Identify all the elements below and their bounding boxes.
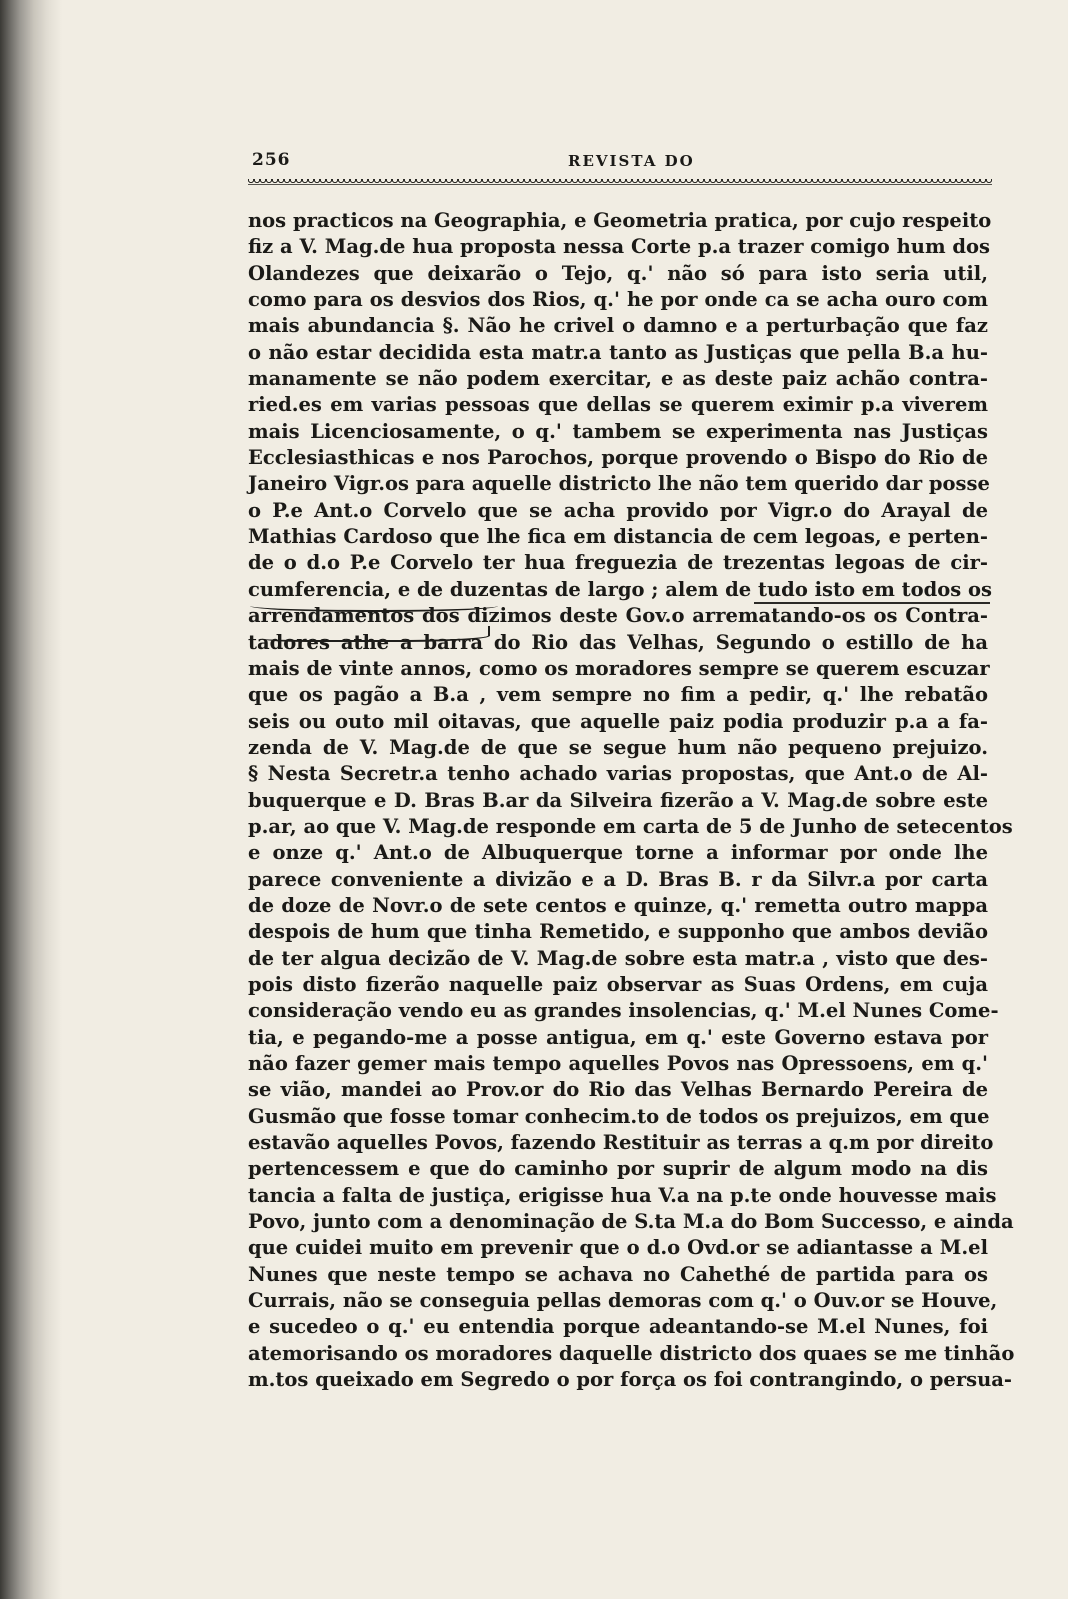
text-line: e onze q.' Ant.o de Albuquerque torne a informar por onde lhe xyxy=(248,841,988,865)
body-text xyxy=(248,208,1015,1393)
text-line: Ecclesiasthicas e nos Parochos, porque provendo o Bispo do Rio de xyxy=(248,446,988,470)
text-line: o não estar decidida esta matr.a tanto as Justiças que pella B.a hu- xyxy=(248,340,988,364)
text-line: m.tos queixado em Segredo o por força os foi contrangindo, o persua- xyxy=(248,1368,1012,1392)
text-line: Olandezes que deixarão o Tejo, q.' não só para isto seria util, xyxy=(248,261,988,285)
text-line: Povo, junto com a denominação de S.ta M.a do Bom Successo, e ainda xyxy=(248,1210,1014,1234)
text-line: fiz a V. Mag.de hua proposta nessa Corte p.a trazer comigo hum dos xyxy=(248,235,990,259)
text-line: como para os desvios dos Rios, q.' he por onde ca se acha ouro com xyxy=(248,288,988,312)
page-number: 256 xyxy=(252,150,291,170)
text-line: estavão aquelles Povos, fazendo Restituir as terras a q.m por direito xyxy=(248,1131,994,1155)
text-line: mais abundancia §. Não he crivel o damno e a perturbação que faz xyxy=(248,314,988,338)
text-line: buquerque e D. Bras B.ar da Silveira fizerão a V. Mag.de sobre este xyxy=(248,788,988,812)
text-line: não fazer gemer mais tempo aquelles Povos nas Opressoens, em q.' xyxy=(248,1052,988,1075)
text-line: Nunes que neste tempo se achava no Cahethé de partida para os xyxy=(248,1262,988,1286)
header-rule xyxy=(248,179,992,185)
text-line: Gusmão que fosse tomar conhecim.to de todos os prejuizos, em que xyxy=(248,1104,990,1128)
text-line: mais Licenciosamente, o q.' tambem se experimenta nas Justiças xyxy=(248,419,988,443)
text-line: seis ou outo mil oitavas, que aquelle paiz podia produzir p.a a fa- xyxy=(248,709,988,733)
text-line: p.ar, ao que V. Mag.de responde em carta de 5 de Junho de setecentos xyxy=(248,814,1013,838)
text-line: que cuidei muito em prevenir que o d.o Ovd.or se adiantasse a M.el xyxy=(248,1236,988,1260)
text-line: consideração vendo eu as grandes insolencias, q.' M.el Nunes Come- xyxy=(248,999,999,1023)
text-line: que os pagão a B.a , vem sempre no fim a pedir, q.' lhe rebatão xyxy=(248,683,988,707)
book-binding-gutter xyxy=(0,0,62,1599)
text-line: despois de hum que tinha Remetido, e supponho que ambos devião xyxy=(248,920,988,944)
page-header xyxy=(248,128,1010,168)
handwritten-bracket-mark xyxy=(262,626,490,642)
text-line: se vião, mandei ao Prov.or do Rio das Velhas Bernardo Pereira de xyxy=(248,1078,988,1102)
text-line: zenda de V. Mag.de de que se segue hum não pequeno prejuizo. xyxy=(248,735,988,759)
text-line: e sucedeo o q.' eu entendia porque adeantando-se M.el Nunes, foi xyxy=(248,1315,988,1339)
running-head: REVISTA DO xyxy=(568,152,695,170)
text-line: Currais, não se conseguia pellas demoras com q.' o Ouv.or se Houve, xyxy=(248,1289,998,1313)
text-line: nos practicos na Geographia, e Geometria pratica, por cujo respeito xyxy=(248,209,992,232)
text-line: mais de vinte annos, como os moradores sempre se querem escuzar xyxy=(248,656,990,680)
text-line: tia, e pegando-me a posse antigua, em q.' este Governo estava por xyxy=(248,1025,988,1049)
text-line: Mathias Cardoso que lhe fica em distancia de cem legoas, e perten- xyxy=(248,525,988,549)
text-line: arrendamentos dos dizimos deste Gov.o arrematando-os os Contra- xyxy=(248,604,988,628)
text-line: manamente se não podem exercitar, e as deste paiz achão contra- xyxy=(248,367,988,391)
text-line: tadores athe a barra do Rio das Velhas, Segundo o estillo de ha xyxy=(248,630,988,654)
text-line: parece conveniente a divizão e a D. Bras B. r da Silvr.a por carta xyxy=(248,867,988,891)
text-line: o P.e Ant.o Corvelo que se acha provido por Vigr.o do Arayal de xyxy=(248,498,988,522)
text-line: atemorisando os moradores daquelle districto dos quaes se me tinhão xyxy=(248,1341,1015,1365)
text-line: de ter algua decizão de V. Mag.de sobre esta matr.a , visto que des- xyxy=(248,946,988,970)
text-line: ried.es em varias pessoas que dellas se querem eximir p.a viverem xyxy=(248,393,988,417)
text-line: Janeiro Vigr.os para aquelle districto lhe não tem querido dar posse xyxy=(248,472,990,496)
text-line: § Nesta Secretr.a tenho achado varias propostas, que Ant.o de Al- xyxy=(248,762,988,786)
text-line: de doze de Novr.o de sete centos e quinze, q.' remetta outro mappa xyxy=(248,893,988,917)
handwritten-underline xyxy=(250,600,498,612)
text-line: pois disto fizerão naquelle paiz observar as Suas Ordens, em cuja xyxy=(248,972,988,996)
text-line: de o d.o P.e Corvelo ter hua freguezia de trezentas legoas de cir- xyxy=(248,551,988,575)
handwritten-underline xyxy=(754,602,990,604)
text-line: tancia a falta de justiça, erigisse hua V.a na p.te onde houvesse mais xyxy=(248,1183,997,1207)
text-line: cumferencia, e de duzentas de largo ; alem de tudo isto em todos os xyxy=(248,577,993,601)
document-page xyxy=(248,128,1015,1392)
text-line: pertencessem e que do caminho por suprir de algum modo na dis xyxy=(248,1157,988,1181)
